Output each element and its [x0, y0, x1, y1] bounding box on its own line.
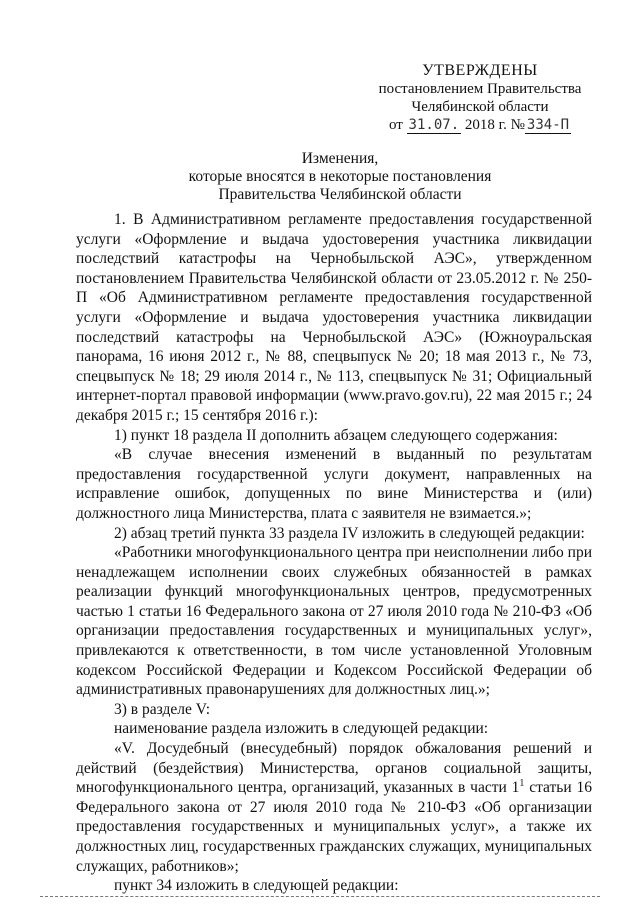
approval-line-2: Челябинской области: [411, 99, 549, 115]
paragraph-7: наименование раздела изложить в следующей редакции:: [114, 720, 489, 738]
superscript-1: 1: [519, 778, 525, 790]
paragraph-3: «В случае внесения изменений в выданный по результатам предоставления государственной услуги документ, направленных на исправление ошибок, допущенных по вине Министерства и (или) должностного лица Министерства, плата с заявителя не взимается.»;: [76, 446, 592, 522]
paragraph-8-part-a: «V. Досудебный (внесудебный) порядок обжалования решений и действий (бездействия) Министерства, органов социальной защиты, многофункционального центра, организаций, указанных в части 1: [76, 740, 592, 797]
document-number: 334-П: [526, 117, 570, 133]
paragraph-5: «Работники многофункционального центра при неисполнении либо при ненадлежащем исполнении своих служебных обязанностей в рамках реализации функций многофункциональных центров, предусмотренных частью 1 статьи 16 Федерального закона от 27 июля 2010 года № 210-ФЗ «Об организации предоставления государственных и муниципальных услуг», привлекаются к ответственности, в том числе установленной Уголовным кодексом Российской Федерации и Кодексом Российской Федерации об административных правонарушениях для должностных лиц.»;: [76, 544, 592, 699]
page-bottom-rule: [40, 896, 600, 897]
approval-block: [360, 62, 600, 134]
date-value: 31.07.: [408, 117, 460, 133]
paragraph-4: 2) абзац третий пункта 33 раздела IV изложить в следующей редакции:: [114, 524, 585, 542]
paragraph-8-part-b: статьи 16 Федерального закона от 27 июля 2010 года № 210-ФЗ «Об организации предоставления государственных и муниципальных услуг», а также их должностных лиц, государственных гражданских служащих, муниципальных служащих, работников»;: [76, 779, 592, 875]
paragraph-1: 1. В Административном регламенте предоставления государственной услуги «Оформление и выдача удостоверения участника ликвидации последствий катастрофы на Чернобыльской АЭС», утвержденном постановлением Правительства Челябинской области от 23.05.2012 г. № 250-П «Об Административном регламенте предоставления государственной услуги «Оформление и выдача удостоверения участника ликвидации последствий катастрофы на Чернобыльской АЭС» (Южноуральская панорама, 16 июня 2012 г., № 88, спецвыпуск № 20; 18 мая 2013 г., № 73, спецвыпуск № 18; 29 июля 2014 г., № 113, спецвыпуск № 31; Официальный интернет-портал правовой информации (www.pravo.gov.ru), 22 мая 2015 г.; 24 декабря 2015 г.; 15 сентября 2016 г.):: [76, 211, 592, 424]
title-line-1: Изменения,: [301, 150, 379, 167]
approval-heading: УТВЕРЖДЕНЫ: [422, 62, 538, 79]
paragraph-9: пункт 34 изложить в следующей редакции:: [114, 877, 399, 895]
title-line-3: Правительства Челябинской области: [218, 186, 462, 203]
approval-line-1: постановлением Правительства: [378, 81, 582, 97]
year-text: 2018 г. №: [464, 117, 525, 133]
title-line-2: которые вносятся в некоторые постановления: [188, 168, 492, 185]
document-title: [60, 150, 620, 204]
approval-date-line: [360, 116, 600, 134]
paragraph-6: 3) в разделе V:: [114, 700, 211, 718]
document-body: [76, 210, 592, 896]
paragraph-8: [76, 739, 592, 876]
date-prefix: от: [388, 117, 403, 133]
paragraph-2: 1) пункт 18 раздела II дополнить абзацем следующего содержания:: [114, 426, 558, 444]
